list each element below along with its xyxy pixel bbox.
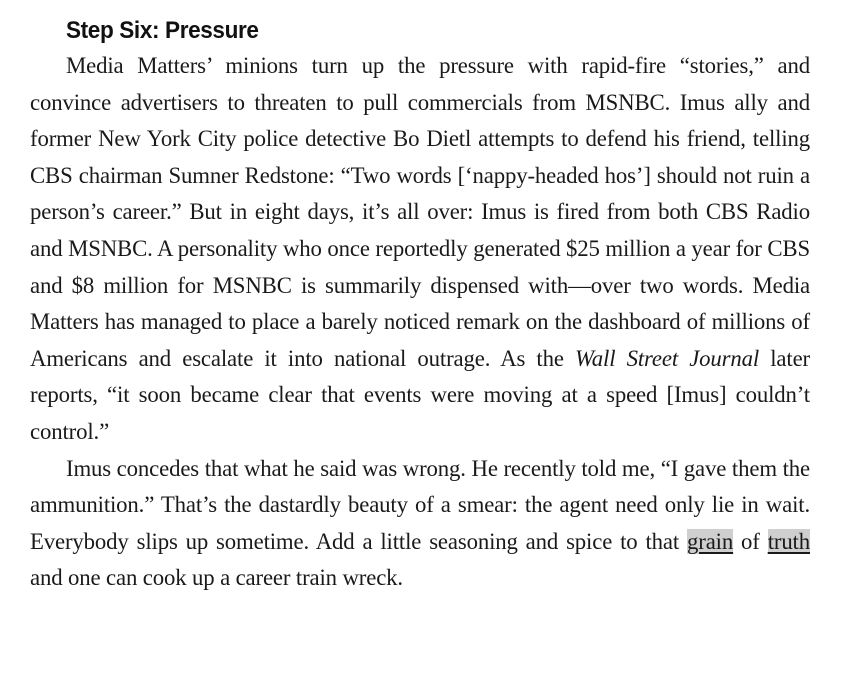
paragraph-2-text-end: and one can cook up a career train wreck. <box>30 565 403 591</box>
paragraph-2 <box>30 451 810 597</box>
book-page <box>30 14 810 597</box>
section-heading: Step Six: Pressure <box>66 17 259 44</box>
highlighted-word-grain[interactable]: grain <box>687 528 734 554</box>
paragraph-1-text: Media Matters’ minions turn up the pressure with rapid-fire “stories,” and convince advertisers to threaten to pull commercials from MSNBC. Imus ally and former New York City police detective Bo Dietl attempts to defend his friend, telling CBS chairman Sumner Redstone: “Two words [‘nappy-headed hos’] should not ruin a person’s career.” But in eight days, it’s all over: Imus is fired from both CBS Radio and MSNBC. A personality who once reportedly generated $25 million a year for CBS and $8 million for MSNBC is summarily dispensed with—over two words. Media Matters has managed to place a barely noticed remark on the dashboard of millions of Americans and escalate it into national outrage. As the <box>30 53 810 371</box>
paragraph-1-text-end: later reports, “it soon became clear that events were moving at a speed [Imus] couldn’t control.” <box>30 345 810 444</box>
paragraph-2-between: of <box>733 528 768 554</box>
paragraph-1 <box>30 48 810 451</box>
paragraph-2-text: Imus concedes that what he said was wrong. He recently told me, “I gave them the ammunition.” That’s the dastardly beauty of a smear: the agent need only lie in wait. Everybody slips up sometime. Add a little seasoning and spice to that <box>30 455 810 554</box>
highlighted-word-truth[interactable]: truth <box>767 528 810 554</box>
publication-name: Wall Street Journal <box>575 345 760 371</box>
